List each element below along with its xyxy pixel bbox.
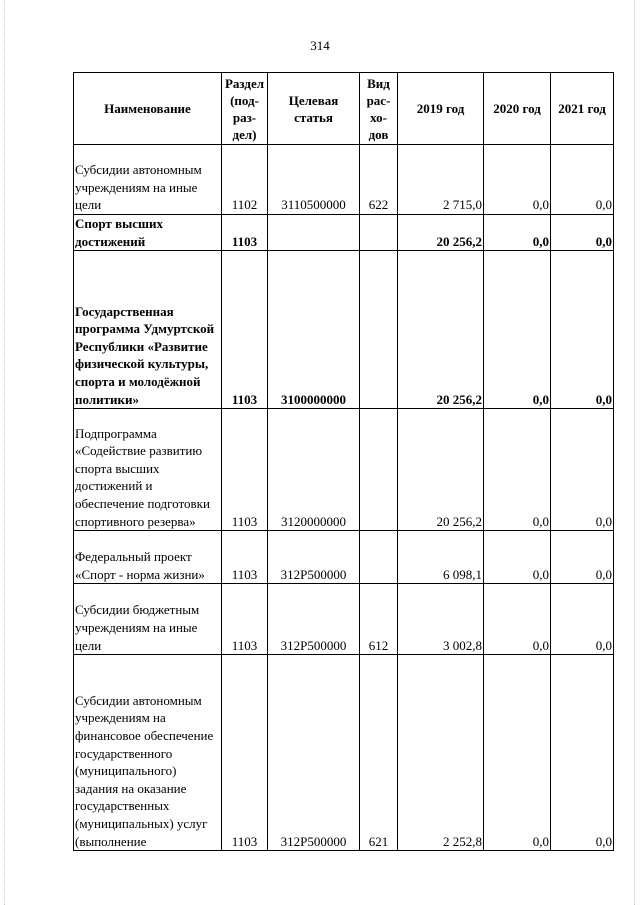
cell-expense-type: [360, 531, 398, 584]
table-row: [74, 531, 614, 584]
table-row: [74, 215, 614, 251]
page-number: 314: [310, 38, 330, 53]
cell-name: Субсидии автономным учреждениям на иные цели: [74, 145, 222, 215]
cell-target: 312P500000: [268, 584, 360, 655]
header-2020: 2020 год: [484, 73, 551, 145]
cell-2019: 2 715,0: [398, 145, 484, 215]
cell-2021: 0,0: [551, 409, 614, 531]
cell-2020: 0,0: [484, 655, 551, 851]
cell-expense-type: [360, 409, 398, 531]
cell-2019: 20 256,2: [398, 215, 484, 251]
cell-2020: 0,0: [484, 145, 551, 215]
cell-target: 3100000000: [268, 251, 360, 409]
table-row: [74, 145, 614, 215]
cell-2019: 20 256,2: [398, 409, 484, 531]
scan-edge-right: [634, 0, 636, 905]
cell-target: 3120000000: [268, 409, 360, 531]
cell-target: 3110500000: [268, 145, 360, 215]
cell-expense-type: [360, 251, 398, 409]
cell-2019: 20 256,2: [398, 251, 484, 409]
table-row: [74, 655, 614, 851]
cell-2020: 0,0: [484, 215, 551, 251]
header-expense-type: Вид рас- хо- дов: [360, 73, 398, 145]
cell-section: 1102: [222, 145, 268, 215]
cell-2019: 3 002,8: [398, 584, 484, 655]
cell-2021: 0,0: [551, 584, 614, 655]
cell-target: 312P500000: [268, 531, 360, 584]
budget-table: [73, 72, 614, 851]
header-target: Целевая статья: [268, 73, 360, 145]
cell-2020: 0,0: [484, 531, 551, 584]
header-name: Наименование: [74, 73, 222, 145]
cell-target: 312P500000: [268, 655, 360, 851]
cell-section: 1103: [222, 409, 268, 531]
cell-expense-type: [360, 215, 398, 251]
cell-name: Спорт высших достижений: [74, 215, 222, 251]
table-row: [74, 584, 614, 655]
cell-2020: 0,0: [484, 251, 551, 409]
cell-target: [268, 215, 360, 251]
cell-expense-type: 612: [360, 584, 398, 655]
cell-expense-type: 621: [360, 655, 398, 851]
cell-section: 1103: [222, 215, 268, 251]
cell-2019: 2 252,8: [398, 655, 484, 851]
cell-name: Подпрограмма «Содействие развитию спорта высших достижений и обеспечение подготовки спортивного резерва»: [74, 409, 222, 531]
cell-2021: 0,0: [551, 251, 614, 409]
cell-name: Субсидии бюджетным учреждениям на иные цели: [74, 584, 222, 655]
scan-edge-left: [4, 0, 6, 905]
cell-2021: 0,0: [551, 145, 614, 215]
cell-name: Государственная программа Удмуртской Республики «Развитие физической культуры, спорта и молодёжной политики»: [74, 251, 222, 409]
table-row: [74, 251, 614, 409]
table-row: [74, 409, 614, 531]
cell-2020: 0,0: [484, 409, 551, 531]
header-section: Раздел (под- раз- дел): [222, 73, 268, 145]
cell-section: 1103: [222, 584, 268, 655]
cell-section: 1103: [222, 655, 268, 851]
cell-2019: 6 098,1: [398, 531, 484, 584]
table-header-row: [74, 73, 614, 145]
cell-2021: 0,0: [551, 531, 614, 584]
cell-name: Субсидии автономным учреждениям на финансовое обеспечение государственного (муниципального) задания на оказание государственных (муниципальных) услуг (выполнение: [74, 655, 222, 851]
header-2021: 2021 год: [551, 73, 614, 145]
cell-expense-type: 622: [360, 145, 398, 215]
cell-2021: 0,0: [551, 215, 614, 251]
cell-name: Федеральный проект «Спорт - норма жизни»: [74, 531, 222, 584]
cell-2020: 0,0: [484, 584, 551, 655]
cell-2021: 0,0: [551, 655, 614, 851]
cell-section: 1103: [222, 251, 268, 409]
cell-section: 1103: [222, 531, 268, 584]
header-2019: 2019 год: [398, 73, 484, 145]
